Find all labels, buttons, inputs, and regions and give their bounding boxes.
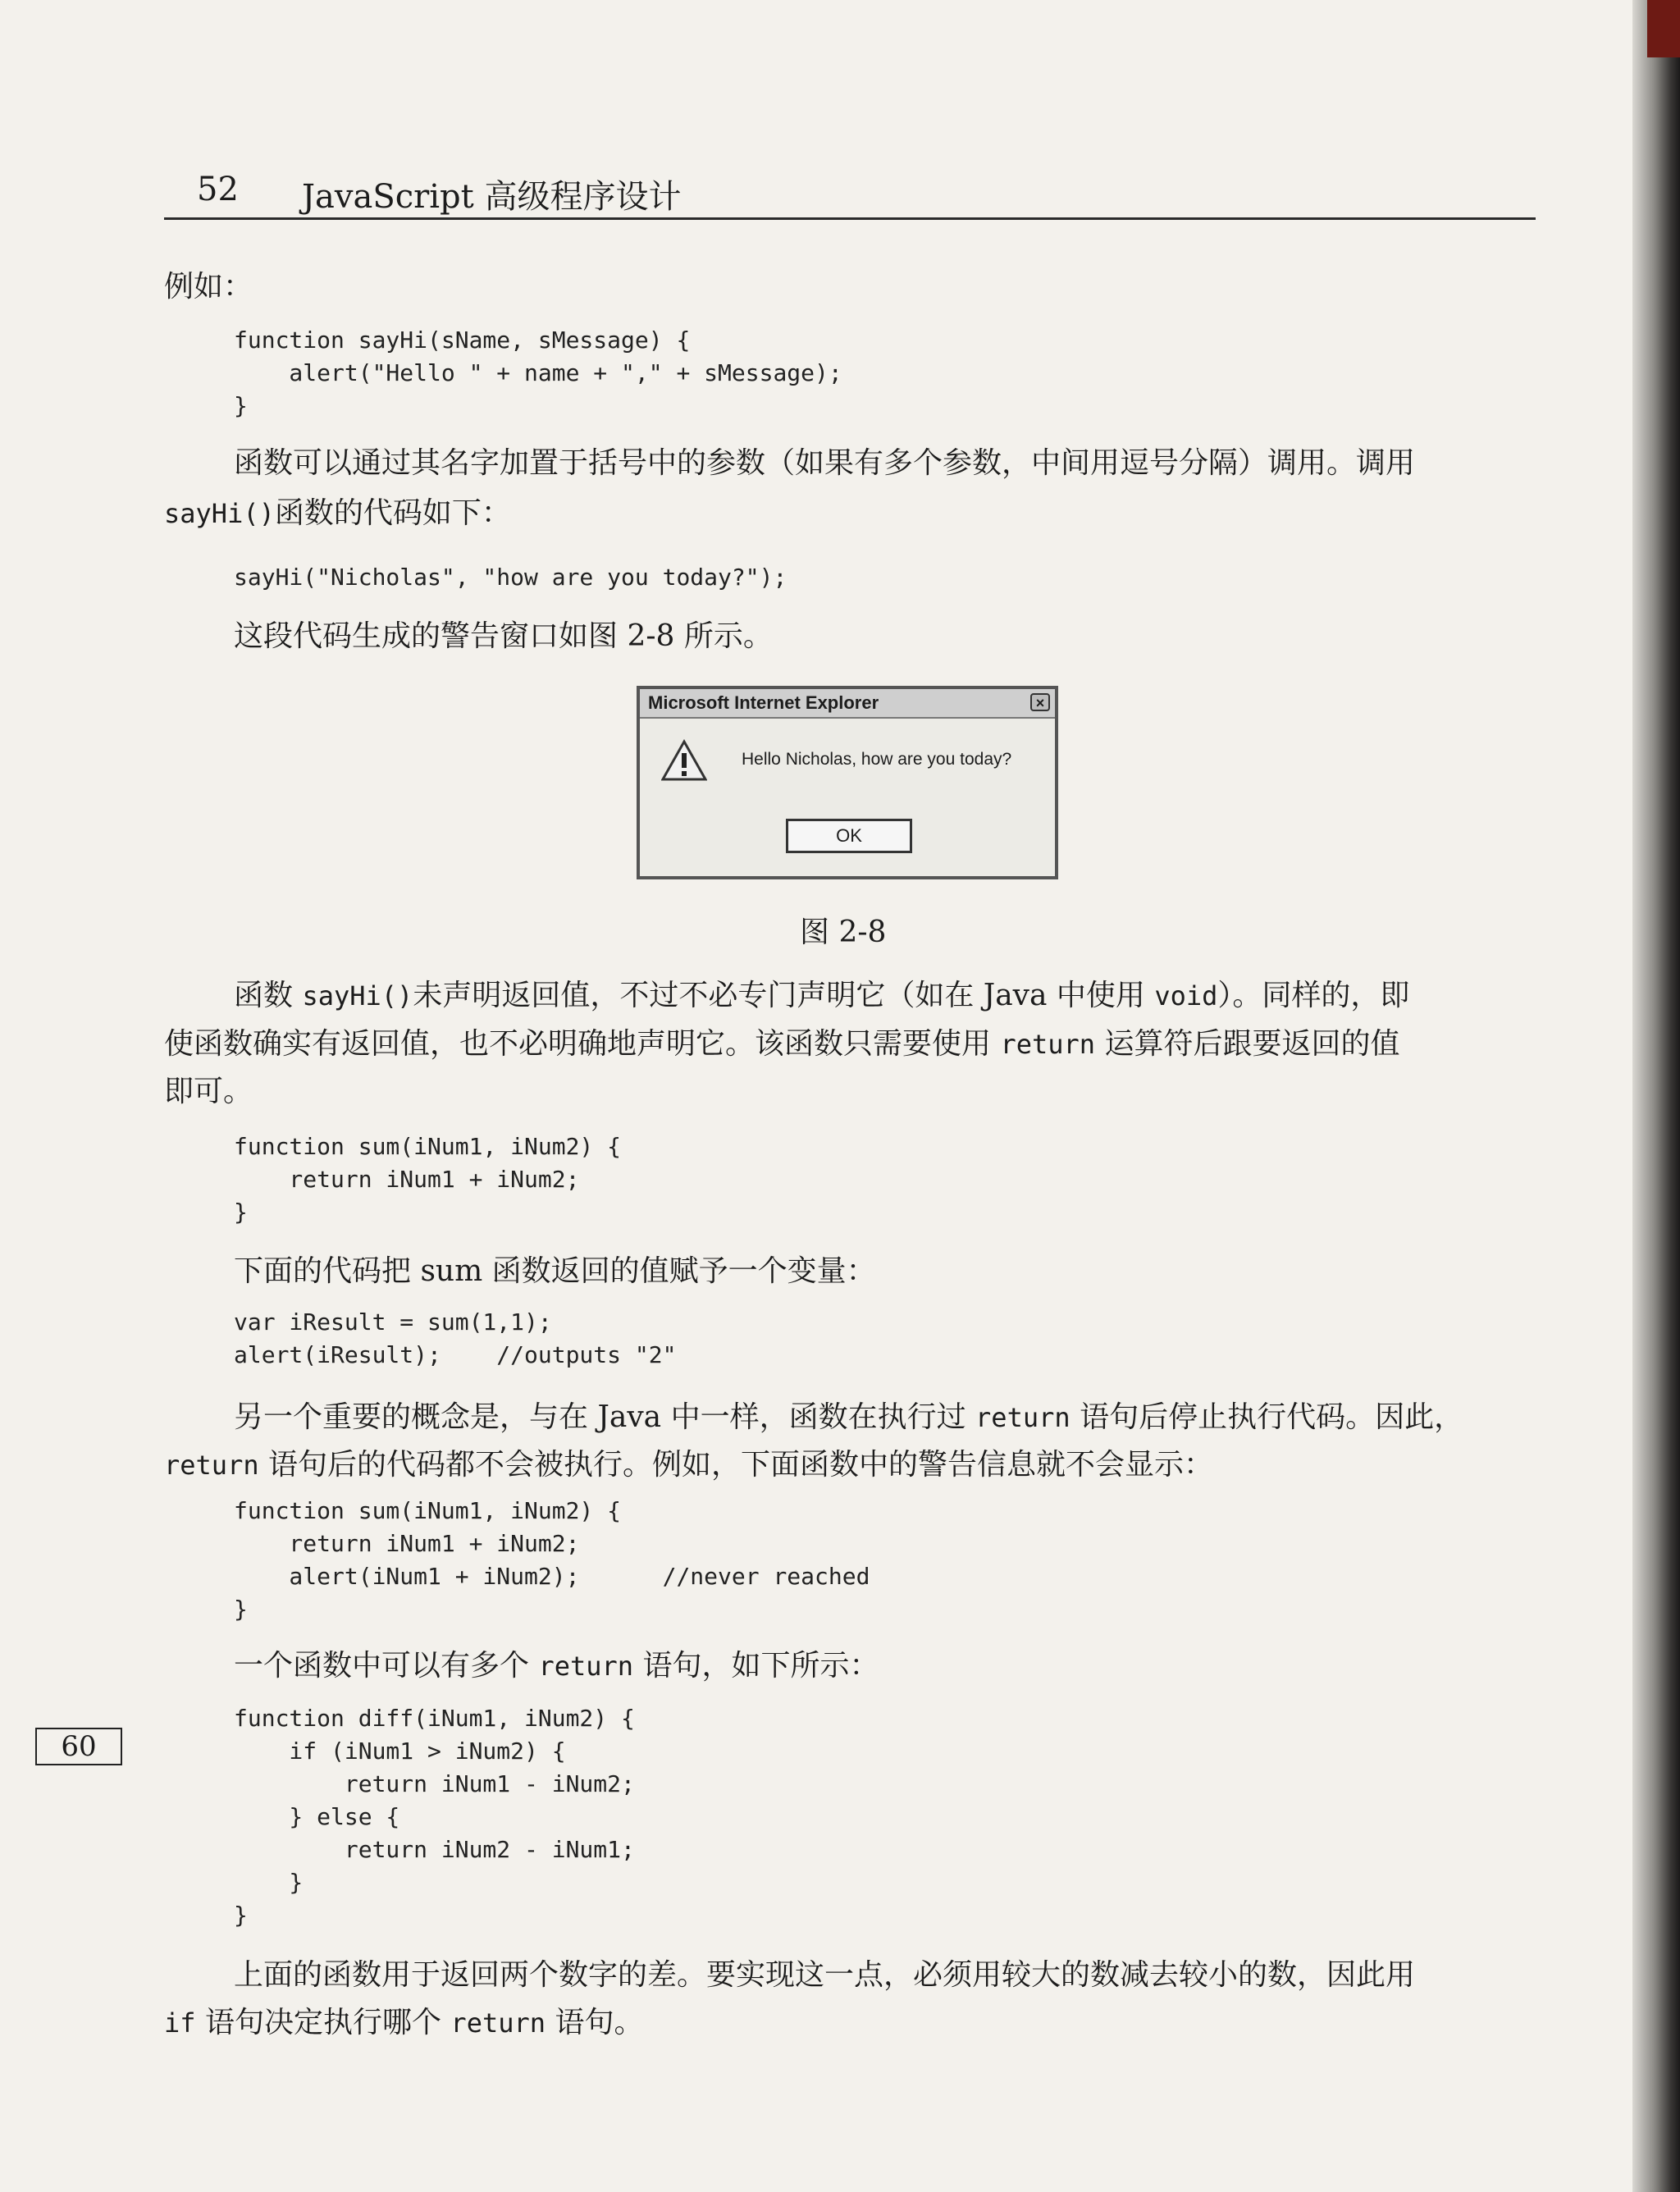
- inline-code: return: [538, 1651, 634, 1682]
- para-example: 例如：: [164, 270, 253, 304]
- text: ）。同样的，即: [1217, 979, 1410, 1012]
- figure-caption: 图 2-8: [800, 916, 887, 949]
- inline-code: return: [975, 1402, 1071, 1433]
- page-number: 52: [197, 171, 239, 208]
- warning-icon: [661, 738, 707, 783]
- dialog-message: Hello Nicholas, how are you today?: [742, 750, 1012, 769]
- inline-code: return: [450, 2007, 546, 2039]
- inline-code: return: [1000, 1029, 1096, 1060]
- binding-corner: [1647, 0, 1680, 57]
- header-rule: [164, 217, 1536, 220]
- inline-code: sayHi(): [164, 498, 275, 529]
- dialog-title-bar: [640, 689, 1055, 719]
- close-icon[interactable]: ×: [1030, 693, 1050, 711]
- margin-page-number: 60: [35, 1728, 122, 1765]
- para-return-line3: 即可。: [164, 1075, 253, 1108]
- ok-button[interactable]: OK: [786, 819, 912, 853]
- book-binding-shadow: [1632, 0, 1680, 2192]
- para-stop-line2: [164, 1442, 1213, 1488]
- para-final-line2: [164, 2000, 643, 2046]
- text: 语句。: [546, 2006, 644, 2039]
- para-stop-line1: [234, 1395, 1463, 1441]
- inline-code: void: [1154, 980, 1218, 1012]
- code-sayhi: function sayHi(sName, sMessage) { alert("Hello " + name + "," + sMessage); }: [234, 327, 842, 419]
- para-return-line1: [234, 973, 1409, 1019]
- para-return-line2: [164, 1021, 1400, 1067]
- dialog-title: Microsoft Internet Explorer: [648, 692, 879, 713]
- text: 运算符后跟要返回的值: [1095, 1027, 1400, 1061]
- para-multi: [234, 1643, 879, 1689]
- text: 未声明返回值，不过不必专门声明它（如在 Java 中使用: [413, 979, 1155, 1012]
- text: 使函数确实有返回值，也不必明确地声明它。该函数只需要使用: [164, 1027, 1001, 1061]
- para-call-text: 函数的代码如下：: [274, 496, 511, 530]
- para-dialog: 这段代码生成的警告窗口如图 2-8 所示。: [234, 619, 773, 653]
- inline-code: return: [164, 1450, 259, 1481]
- alert-dialog: [637, 686, 1058, 879]
- text: 语句后的代码都不会被执行。例如，下面函数中的警告信息就不会显示：: [258, 1448, 1214, 1482]
- inline-code: sayHi(): [302, 980, 413, 1012]
- para-call-line1: 函数可以通过其名字加置于括号中的参数（如果有多个参数，中间用逗号分隔）调用。调用: [234, 446, 1416, 480]
- text: 语句后停止执行代码。因此，: [1070, 1400, 1464, 1434]
- inline-code: if: [164, 2007, 196, 2039]
- code-never: function sum(iNum1, iNum2) { return iNum1 + iNum2; alert(iNum1 + iNum2); //never reached }: [234, 1497, 870, 1623]
- text: 一个函数中可以有多个: [234, 1649, 539, 1683]
- para-final-line1: 上面的函数用于返回两个数字的差。要实现这一点，必须用较大的数减去较小的数，因此用: [234, 1958, 1416, 1992]
- text: 语句决定执行哪个: [195, 2006, 451, 2039]
- text: 语句，如下所示：: [633, 1649, 879, 1683]
- text: 函数: [234, 979, 303, 1012]
- running-header-title: JavaScript 高级程序设计: [302, 178, 682, 216]
- code-diff: function diff(iNum1, iNum2) { if (iNum1 > iNum2) { return iNum1 - iNum2; } else { return iNum2 - iNum1; } }: [234, 1705, 635, 1929]
- para-assign: 下面的代码把 sum 函数返回的值赋予一个变量：: [234, 1254, 876, 1288]
- para-call-line2: [164, 491, 511, 537]
- code-call: sayHi("Nicholas", "how are you today?");: [234, 564, 788, 591]
- code-sum: function sum(iNum1, iNum2) { return iNum1 + iNum2; }: [234, 1133, 622, 1226]
- text: 另一个重要的概念是，与在 Java 中一样，函数在执行过: [234, 1400, 976, 1434]
- code-assign: var iResult = sum(1,1); alert(iResult); //outputs "2": [234, 1308, 677, 1368]
